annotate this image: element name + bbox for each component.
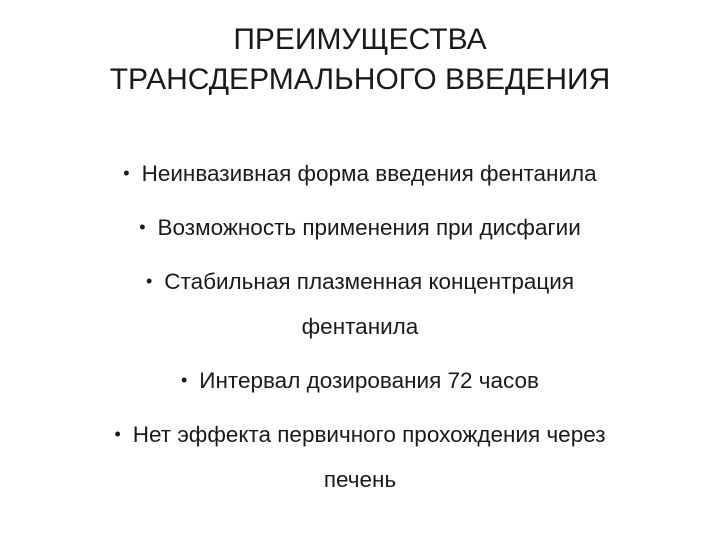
bullet-dot-icon: • — [114, 424, 121, 444]
bullet-item-text: фентанила — [301, 314, 419, 339]
bullet-dot-icon: • — [180, 370, 188, 390]
bullet-item-text: печень — [323, 467, 397, 492]
bullet-item-text: Нет эффекта первичного прохождения через — [132, 422, 606, 447]
bullet-item-5-continuation — [0, 466, 720, 494]
bullet-item-text: Интервал дозирования 72 часов — [199, 368, 539, 393]
bullet-item-text: Стабильная плазменная концентрация — [164, 269, 575, 294]
bullet-dot-icon: • — [123, 163, 130, 183]
slide-title-line-1: ПРЕИМУЩЕСТВА — [233, 23, 487, 56]
bullet-item-1 — [0, 160, 720, 189]
bullet-item-3 — [0, 268, 720, 297]
bullet-item-2 — [0, 214, 720, 243]
bullet-item-4 — [0, 367, 720, 396]
bullet-item-3-continuation — [0, 313, 720, 341]
bullet-dot-icon: • — [139, 217, 146, 237]
bullet-dot-icon: • — [145, 271, 153, 291]
slide-title-line-2: ТРАНСДЕРМАЛЬНОГО ВВЕДЕНИЯ — [109, 63, 611, 96]
bullet-item-text: Неинвазивная форма введения фентанила — [141, 161, 597, 186]
bullet-item-5 — [0, 421, 720, 450]
bullet-item-text: Возможность применения при дисфагии — [157, 215, 581, 240]
